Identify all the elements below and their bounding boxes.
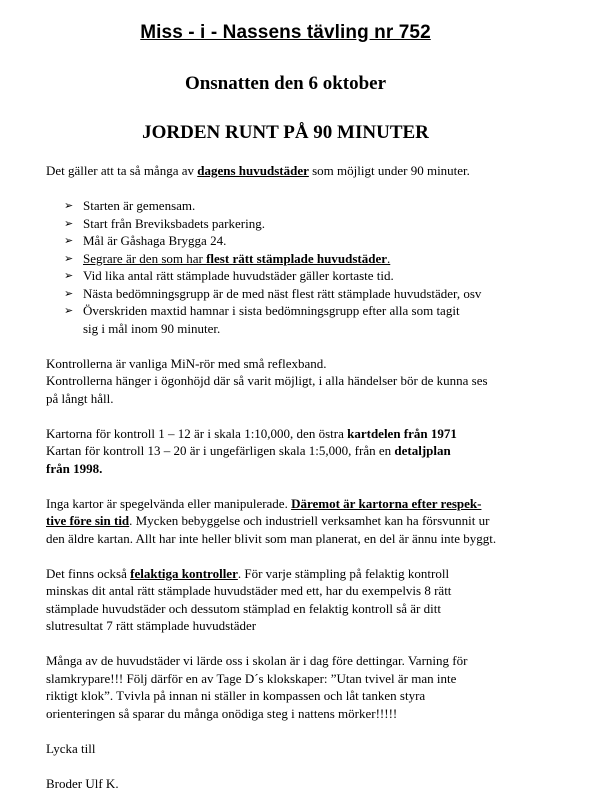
document-body xyxy=(46,162,566,792)
list-item: ➢ Vid lika antal rätt stämplade huvudstäder gäller kortaste tid. xyxy=(64,268,394,283)
intro-highlight: dagens huvudstäder xyxy=(197,163,309,178)
competition-title: Miss - i - Nassens tävling nr 752 xyxy=(140,22,431,43)
arrow-bullet-icon: ➢ xyxy=(64,269,74,282)
list-item: ➢ Start från Breviksbadets parkering. xyxy=(64,215,265,231)
arrow-bullet-icon: ➢ xyxy=(64,304,74,317)
arrow-bullet-icon: ➢ xyxy=(64,216,74,230)
list-item: ➢ Starten är gemensam. xyxy=(64,198,196,213)
list-item: ➢ Överskriden maxtid hamnar i sista bedömningsgrupp efter alla som tagit xyxy=(64,303,460,318)
arrow-bullet-icon: ➢ xyxy=(64,234,74,247)
event-theme: JORDEN RUNT PÅ 90 MINUTER xyxy=(142,122,429,143)
false-controls-paragraph: Det finns också felaktiga kontroller. För varje stämpling på felaktig kontroll minskas dit antal rätt stämplade huvudstäder med ett, har du exempelvis 8 rätt stämplade huvudstäder och dessutom stämplad en felaktig kontroll så är ditt slutresultat 7 rätt stämplade huvudstäder xyxy=(46,565,452,633)
closing-wish: Lycka till xyxy=(46,740,96,756)
arrow-bullet-icon: ➢ xyxy=(64,251,74,265)
signature: Broder Ulf K. xyxy=(46,775,119,791)
event-date: Onsnatten den 6 oktober xyxy=(184,73,387,94)
list-item-continuation: sig i mål inom 90 minuter. xyxy=(83,320,221,336)
list-item: ➢ Segrare är den som har flest rätt stämplade huvudstäder. xyxy=(64,250,391,266)
controls-paragraph: Kontrollerna är vanliga MiN-rör med små reflexband. Kontrollerna hänger i ögonhöjd där så varit möjligt, i alla händelser bör de kunna ses på långt håll. xyxy=(46,355,488,406)
list-item: ➢ Mål är Gåshaga Brygga 24. xyxy=(64,233,227,248)
arrow-bullet-icon: ➢ xyxy=(64,199,74,212)
mirror-paragraph: Inga kartor är spegelvända eller manipulerade. Däremot är kartorna efter respek- tive före sin tid. Mycken bebyggelse och industriell verksamhet kan ha försvunnit ur den äldre kartan. Allt har inte heller blivit som man planerat, en del är ännu inte byggt. xyxy=(46,495,497,546)
warning-paragraph: Många av de huvudstäder vi lärde oss i skolan är i dag före dettingar. Varning för slamkrypare!!! Följ därför en av Tage D´s klokskaper: ”Utan tvivel är man inte riktigt klok”. Tvivla på innan ni ställer in kompassen och låt tanken styra orienteringen så sparar du många onödiga steg i nattens mörker!!!!! xyxy=(46,653,468,721)
list-item: ➢ Nästa bedömningsgrupp är de med näst flest rätt stämplade huvudstäder, osv xyxy=(64,285,482,301)
arrow-bullet-icon: ➢ xyxy=(64,286,74,300)
intro-paragraph: Det gäller att ta så många av dagens huvudstäder som möjligt under 90 minuter. xyxy=(46,163,470,178)
maps-paragraph: Kartorna för kontroll 1 – 12 är i skala 1:10,000, den östra kartdelen från 1971 Kartan för kontroll 13 – 20 är i ungefärligen skala 1:5,000, från en detaljplan från 1998. xyxy=(46,425,457,476)
rules-list xyxy=(46,197,566,337)
